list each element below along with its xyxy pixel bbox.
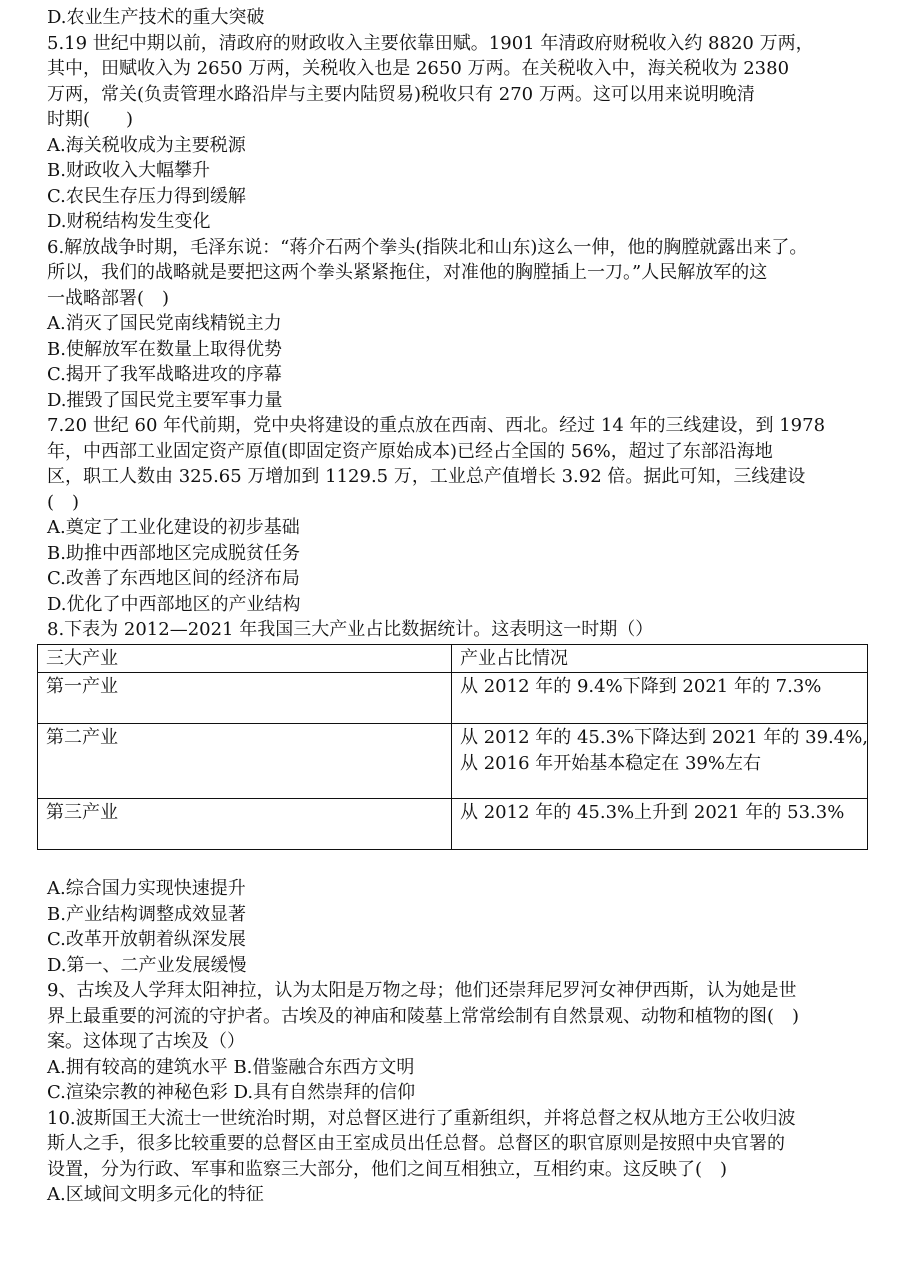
options-a-b: A.拥有较高的建筑水平 B.借鉴融合东西方文明 [47, 1056, 415, 1078]
option-a: A.区域间文明多元化的特征 [47, 1184, 264, 1205]
option-c: C.改革开放朝着纵深发展 [47, 929, 246, 950]
table-row [38, 724, 868, 799]
option-b: B.使解放军在数量上取得优势 [47, 338, 282, 360]
text-line: D.农业生产技术的重大突破 [47, 7, 265, 28]
option-d: D.摧毁了国民党主要军事力量 [47, 389, 283, 411]
text-line: 年，中西部工业固定资产原值(即固定资产原始成本)已经占全国的 56%，超过了东部沿海地 [47, 440, 773, 462]
question-8-stem: 8.下表为 2012—2021 年我国三大产业占比数据统计。这表明这一时期（） [47, 619, 654, 640]
question-5-stem: 5.19 世纪中期以前，清政府的财政收入主要依靠田赋。1901 年清政府财税收入约 8820 万两， [47, 32, 814, 54]
exam-page [47, 5, 867, 1208]
table-cell-share [452, 799, 868, 850]
option-c: C.农民生存压力得到缓解 [47, 185, 246, 207]
option-a: A.海关税收成为主要税源 [47, 134, 246, 156]
text-line: 时期( ) [47, 109, 134, 130]
table-row [38, 673, 868, 724]
text-after-table [47, 876, 867, 1208]
text-line: 斯人之手，很多比较重要的总督区由王室成员出任总督。总督区的职官原则是按照中央官署的 [47, 1133, 785, 1154]
text-line: 设置，分为行政、军事和监察三大部分，他们之间互相独立，互相约束。这反映了( ) [47, 1158, 728, 1180]
question-10-stem: 10.波斯国王大流士一世统治时期，对总督区进行了重新组织，并将总督之权从地方王公收归波 [47, 1107, 796, 1129]
question-9-stem: 9、古埃及人学拜太阳神拉，认为太阳是万物之母；他们还崇拜尼罗河女神伊西斯，认为她是世 [47, 980, 797, 1001]
text-line: ( ) [47, 491, 80, 513]
cell-text-line: 从 2012 年的 9.4%下降到 2021 年的 7.3% [460, 676, 822, 697]
cell-text-line: 从 2016 年开始基本稳定在 39%左右 [460, 752, 761, 774]
option-c: C.改善了东西地区间的经济布局 [47, 568, 300, 589]
option-a: A.消灭了国民党南线精锐主力 [47, 313, 282, 334]
option-b: B.财政收入大幅攀升 [47, 160, 210, 181]
text-line: 万两，常关(负责管理水路沿岸与主要内陆贸易)税收只有 270 万两。这可以用来说明晚清 [47, 83, 755, 105]
text-line: 界上最重要的河流的守护者。古埃及的神庙和陵墓上常常绘制有自然景观、动物和植物的图( ) [47, 1005, 800, 1027]
table-header-row [38, 644, 868, 673]
option-d: D.第一、二产业发展缓慢 [47, 954, 247, 976]
option-c: C.揭开了我军战略进攻的序幕 [47, 364, 282, 385]
option-d: D.财税结构发生变化 [47, 211, 211, 232]
text-line: 一战略部署( ) [47, 287, 170, 309]
table-cell-industry: 第三产业 [38, 799, 452, 850]
option-d: D.优化了中西部地区的产业结构 [47, 593, 301, 615]
text-before-table [47, 5, 867, 643]
text-line: 所以，我们的战略就是要把这两个拳头紧紧拖住，对准他的胸膛插上一刀。”人民解放军的这 [47, 262, 768, 283]
table-cell-share [452, 673, 868, 724]
question-6-stem: 6.解放战争时期，毛泽东说：“蒋介石两个拳头(指陕北和山东)这么一伸，他的胸膛就露出来了。 [47, 236, 808, 258]
text-line: 其中，田赋收入为 2650 万两，关税收入也是 2650 万两。在关税收入中，海关税收为 2380 [47, 58, 790, 79]
table-row [38, 799, 868, 850]
text-line: 案。这体现了古埃及（） [47, 1031, 245, 1052]
table-header-cell: 产业占比情况 [452, 644, 868, 673]
industry-share-table [37, 644, 868, 851]
option-b: B.产业结构调整成效显著 [47, 903, 246, 925]
table-cell-industry: 第一产业 [38, 673, 452, 724]
option-a: A.综合国力实现快速提升 [47, 878, 246, 899]
option-b: B.助推中西部地区完成脱贫任务 [47, 542, 300, 564]
question-7-stem: 7.20 世纪 60 年代前期，党中央将建设的重点放在西南、西北。经过 14 年的三线建设，到 1978 [47, 415, 826, 436]
cell-text-line: 从 2012 年的 45.3%下降达到 2021 年的 39.4%, [460, 727, 869, 748]
table-header-cell: 三大产业 [38, 644, 452, 673]
option-a: A.奠定了工业化建设的初步基础 [47, 517, 300, 538]
options-c-d: C.渲染宗教的神秘色彩 D.具有自然崇拜的信仰 [47, 1082, 416, 1103]
cell-text-line: 从 2012 年的 45.3%上升到 2021 年的 53.3% [460, 802, 845, 823]
text-line: 区，职工人数由 325.65 万增加到 1129.5 万，工业总产值增长 3.92 倍。据此可知，三线建设 [47, 466, 806, 487]
table-cell-share [452, 724, 868, 799]
table-cell-industry: 第二产业 [38, 724, 452, 799]
